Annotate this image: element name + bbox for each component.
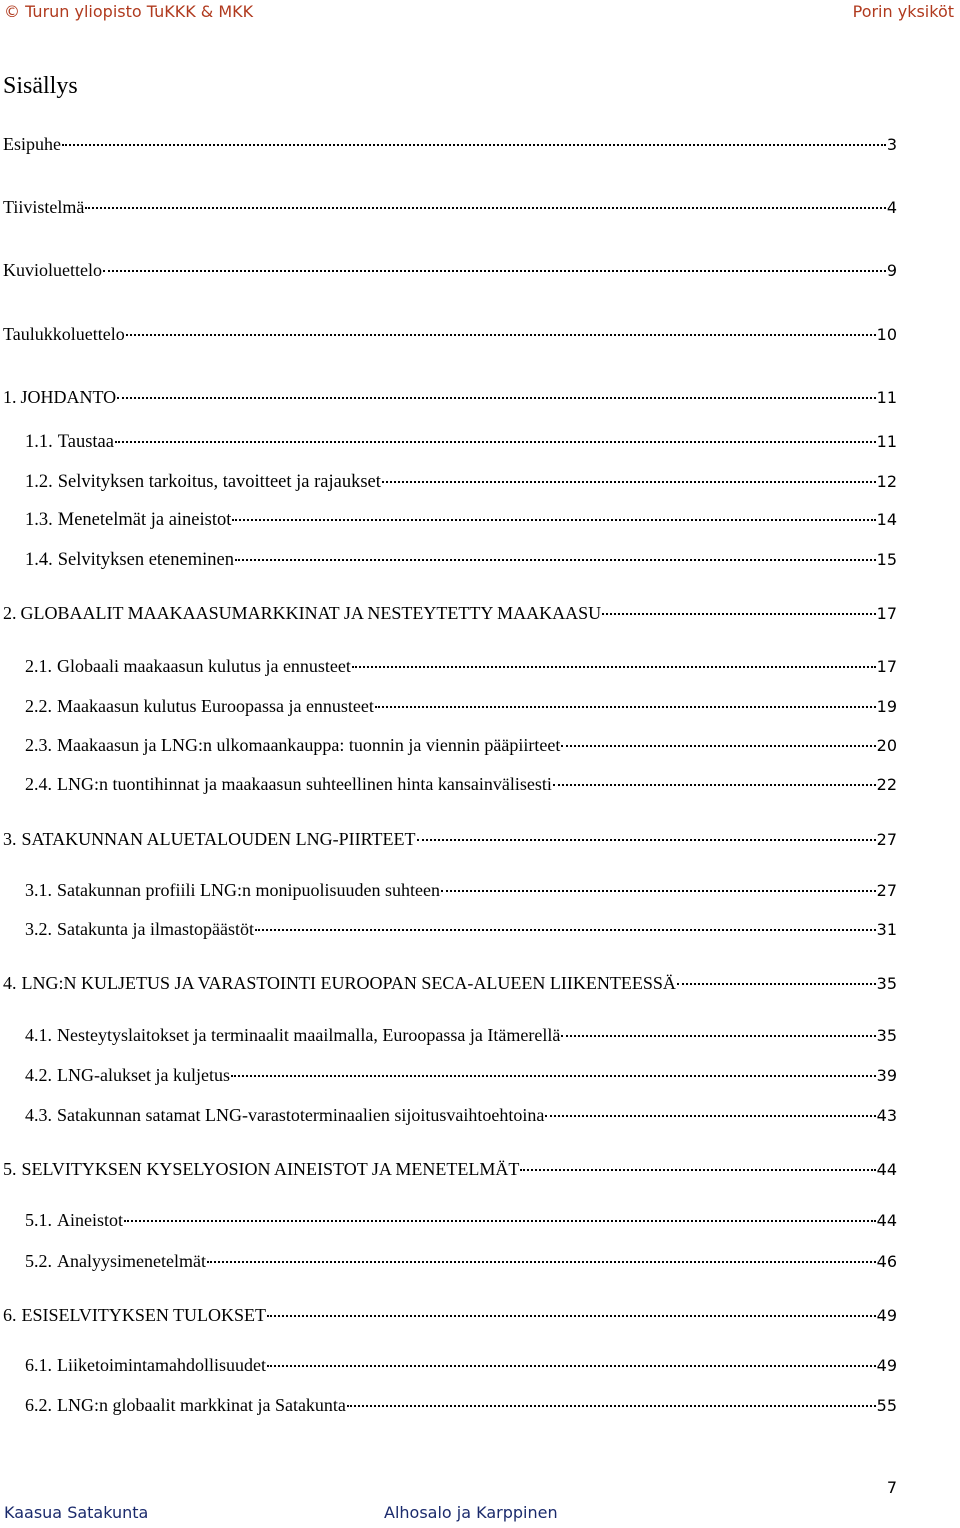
- toc-entry-number: 5.2.: [25, 1251, 52, 1271]
- toc-entry[interactable]: [25, 774, 897, 800]
- toc-entry-number: 5.1.: [25, 1210, 52, 1230]
- toc-entry-page: 15: [876, 550, 897, 569]
- toc-entry-page: 9: [886, 261, 897, 280]
- toc-entry-number: 6.2.: [25, 1395, 52, 1415]
- toc-leader-dots: [382, 481, 876, 483]
- toc-entry-number: 3.: [3, 829, 17, 849]
- toc-leader-dots: [553, 784, 876, 786]
- toc-leader-dots: [124, 1220, 876, 1222]
- toc-entry[interactable]: [25, 1355, 897, 1381]
- toc-leader-dots: [115, 441, 876, 443]
- toc-entry[interactable]: [25, 1105, 897, 1131]
- toc-leader-dots: [232, 519, 875, 521]
- toc-entry-number: 3.2.: [25, 919, 52, 939]
- toc-entry-label: GLOBAALIT MAAKAASUMARKKINAT JA NESTEYTETTY MAAKAASU: [20, 603, 602, 623]
- toc-leader-dots: [267, 1365, 876, 1367]
- toc-entry[interactable]: [25, 510, 897, 536]
- toc-leader-dots: [255, 929, 876, 931]
- toc-entry-number: 4.2.: [25, 1065, 52, 1085]
- toc-entry-number: 2.1.: [25, 656, 52, 676]
- toc-entry-label: LNG-alukset ja kuljetus: [57, 1065, 230, 1085]
- toc-entry[interactable]: [3, 197, 897, 223]
- toc-entry-label: Aineistot: [57, 1210, 123, 1230]
- toc-entry-number: 3.1.: [25, 880, 52, 900]
- toc-entry-page: 11: [876, 388, 897, 407]
- toc-entry-page: 55: [876, 1396, 897, 1415]
- toc-entry-page: 12: [876, 472, 897, 491]
- toc-entry[interactable]: [25, 432, 897, 458]
- toc-entry-label: Satakunta ja ilmastopäästöt: [57, 919, 254, 939]
- toc-leader-dots: [347, 1405, 876, 1407]
- toc-leader-dots: [85, 207, 885, 209]
- toc-entry-label: Analyysimenetelmät: [57, 1251, 206, 1271]
- toc-entry-label: Globaali maakaasun kulutus ja ennusteet: [57, 656, 351, 676]
- page-title: Sisällys: [3, 73, 78, 99]
- toc-entry[interactable]: [25, 550, 897, 576]
- toc-entry-page: 11: [876, 432, 897, 451]
- toc-entry[interactable]: [25, 1025, 897, 1051]
- toc-entry-label: Taulukkoluettelo: [3, 324, 125, 344]
- toc-entry[interactable]: [25, 1065, 897, 1091]
- toc-entry-label: SATAKUNNAN ALUETALOUDEN LNG-PIIRTEET: [21, 829, 416, 849]
- toc-entry-label: LNG:n globaalit markkinat ja Satakunta: [57, 1395, 346, 1415]
- toc-entry-page: 17: [876, 657, 897, 676]
- toc-entry-number: 4.1.: [25, 1025, 52, 1045]
- toc-entry-number: 2.2.: [25, 696, 52, 716]
- toc-entry-label: LNG:N KULJETUS JA VARASTOINTI EUROOPAN SECA-ALUEEN LIIKENTEESSÄ: [21, 973, 676, 993]
- toc-entry-label: JOHDANTO: [20, 387, 117, 407]
- toc-entry-number: 2.: [3, 603, 17, 623]
- toc-leader-dots: [417, 839, 876, 841]
- toc-entry-page: 10: [876, 325, 897, 344]
- toc-leader-dots: [602, 613, 875, 615]
- toc-entry[interactable]: [25, 1395, 897, 1421]
- header-right-text: Porin yksiköt: [852, 2, 954, 21]
- toc-entry[interactable]: [3, 324, 897, 350]
- toc-entry-number: 2.3.: [25, 735, 52, 755]
- toc-entry[interactable]: [25, 1251, 897, 1277]
- toc-leader-dots: [235, 559, 876, 561]
- toc-entry-page: 27: [876, 881, 897, 900]
- toc-entry-label: Satakunnan profiili LNG:n monipuolisuuden suhteen: [57, 880, 440, 900]
- toc-entry-page: 35: [876, 974, 897, 993]
- toc-entry[interactable]: [25, 1210, 897, 1236]
- footer-left-text: Kaasua Satakunta: [4, 1503, 149, 1522]
- toc-entry-page: 22: [876, 775, 897, 794]
- toc-entry-page: 46: [876, 1252, 897, 1271]
- toc-entry[interactable]: [25, 656, 897, 682]
- page-number: 7: [886, 1478, 897, 1497]
- toc-entry-page: 39: [876, 1066, 897, 1085]
- toc-entry[interactable]: [25, 472, 897, 498]
- toc-entry[interactable]: [3, 1305, 897, 1331]
- toc-entry-number: 4.: [3, 973, 17, 993]
- toc-entry-page: 14: [876, 510, 897, 529]
- toc-entry-number: 1.1.: [25, 432, 53, 452]
- toc-entry-label: Esipuhe: [3, 134, 61, 154]
- footer-center-text: Alhosalo ja Karppinen: [384, 1503, 558, 1522]
- toc-entry-number: 1.3.: [25, 510, 53, 530]
- toc-entry-number: 1.4.: [25, 550, 53, 570]
- toc-leader-dots: [231, 1075, 876, 1077]
- toc-entry-number: 5.: [3, 1159, 17, 1179]
- toc-entry-number: 1.: [3, 387, 17, 407]
- toc-entry-label: Menetelmät ja aineistot: [57, 510, 232, 530]
- toc-leader-dots: [207, 1261, 876, 1263]
- toc-entry[interactable]: [3, 603, 897, 629]
- toc-leader-dots: [103, 270, 886, 272]
- toc-leader-dots: [561, 745, 875, 747]
- toc-leader-dots: [352, 666, 876, 668]
- toc-entry[interactable]: [25, 735, 897, 761]
- toc-entry-page: 4: [886, 198, 897, 217]
- toc-entry[interactable]: [3, 829, 897, 855]
- toc-leader-dots: [561, 1035, 875, 1037]
- header-left-text: © Turun yliopisto TuKKK & MKK: [4, 2, 254, 21]
- toc-entry[interactable]: [3, 1159, 897, 1185]
- toc-entry-label: Maakaasun kulutus Euroopassa ja ennusteet: [57, 696, 374, 716]
- toc-entry-label: Liiketoimintamahdollisuudet: [57, 1355, 266, 1375]
- toc-entry[interactable]: [25, 696, 897, 722]
- toc-leader-dots: [520, 1169, 875, 1171]
- toc-entry-label: Maakaasun ja LNG:n ulkomaankauppa: tuonnin ja viennin pääpiirteet: [57, 735, 561, 755]
- toc-entry-number: 6.1.: [25, 1355, 52, 1375]
- toc-entry-number: 1.2.: [25, 472, 53, 492]
- toc-entry-page: 17: [876, 604, 897, 623]
- toc-entry-page: 35: [876, 1026, 897, 1045]
- toc-leader-dots: [126, 334, 876, 336]
- toc-entry-label: Tiivistelmä: [3, 197, 85, 217]
- toc-entry-label: Kuvioluettelo: [3, 260, 102, 280]
- toc-entry[interactable]: [25, 880, 897, 906]
- toc-leader-dots: [375, 706, 876, 708]
- toc-entry-page: 27: [876, 830, 897, 849]
- toc-entry-page: 31: [876, 920, 897, 939]
- toc-entry-label: Selvityksen eteneminen: [57, 550, 234, 570]
- toc-entry-page: 3: [886, 135, 897, 154]
- toc-entry-label: Taustaa: [57, 432, 114, 452]
- toc-entry-page: 49: [876, 1306, 897, 1325]
- toc-entry[interactable]: [3, 387, 897, 413]
- toc-leader-dots: [677, 983, 876, 985]
- toc-entry-label: Satakunnan satamat LNG-varastoterminaalien sijoitusvaihtoehtoina: [57, 1105, 545, 1125]
- toc-leader-dots: [545, 1115, 875, 1117]
- toc-entry-page: 44: [876, 1160, 897, 1179]
- toc-entry-page: 44: [876, 1211, 897, 1230]
- toc-leader-dots: [267, 1315, 876, 1317]
- toc-entry-page: 20: [876, 736, 897, 755]
- toc-entry-number: 6.: [3, 1305, 17, 1325]
- toc-entry[interactable]: [3, 134, 897, 160]
- toc-leader-dots: [62, 144, 886, 146]
- toc-entry-label: Selvityksen tarkoitus, tavoitteet ja rajaukset: [57, 472, 381, 492]
- toc-entry-label: SELVITYKSEN KYSELYOSION AINEISTOT JA MENETELMÄT: [21, 1159, 520, 1179]
- toc-entry-label: ESISELVITYKSEN TULOKSET: [21, 1305, 267, 1325]
- toc-entry-page: 49: [876, 1356, 897, 1375]
- toc-entry-number: 4.3.: [25, 1105, 52, 1125]
- toc-leader-dots: [441, 890, 876, 892]
- toc-entry-number: 2.4.: [25, 774, 52, 794]
- toc-entry-page: 19: [876, 697, 897, 716]
- toc-entry[interactable]: [25, 919, 897, 945]
- toc-leader-dots: [117, 397, 875, 399]
- toc-entry-label: LNG:n tuontihinnat ja maakaasun suhteellinen hinta kansainvälisesti: [57, 774, 552, 794]
- toc-entry-label: Nesteytyslaitokset ja terminaalit maailmalla, Euroopassa ja Itämerellä: [57, 1025, 561, 1045]
- toc-entry[interactable]: [3, 260, 897, 286]
- toc-entry-page: 43: [876, 1106, 897, 1125]
- toc-entry[interactable]: [3, 973, 897, 999]
